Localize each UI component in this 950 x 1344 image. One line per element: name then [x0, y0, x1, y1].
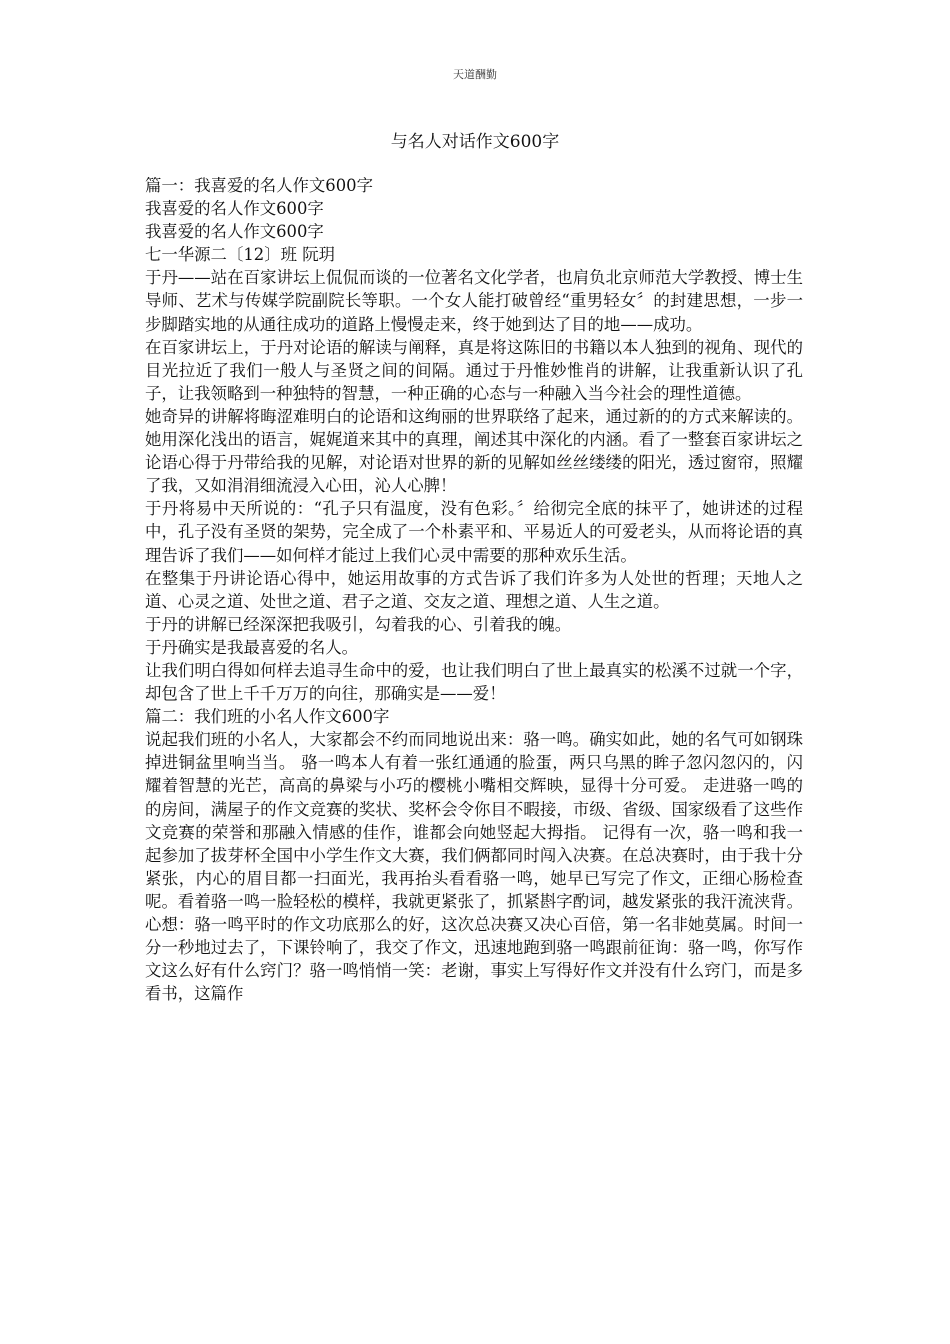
- paragraph: 于丹确实是我最喜爱的名人。: [145, 637, 359, 657]
- document-title: 与名人对话作文600字: [390, 132, 560, 152]
- paragraph: 说起我们班的小名人，大家都会不约而同地说出来：骆一鸣。确实如此，她的名气可如钢珠掉进铜盆里响当当。 骆一鸣本人有着一张红通通的脸蛋，两只乌黑的眸子忽闪忽闪的，闪耀着智慧的光芒，高高的鼻梁与小巧的樱桃小嘴相交辉映，显得十分可爱。 走进骆一鸣的的房间，满屋子的作文竞赛的奖状、奖杯会令你目不暇接，市级、省级、国家级看了这些作文竞赛的荣誉和那融入情感的佳作，谁都会向她竖起大拇指。 记得有一次，骆一鸣和我一起参加了拔芽杯全国中小学生作文大赛，我们俩都同时闯入决赛。在总决赛时，由于我十分紧张，内心的眉目都一扫面光，我再抬头看看骆一鸣，她早已写完了作文，正细心肠检查呢。看着骆一鸣一脸轻松的模样，我就更紧张了，抓紧斟字酌词，越发紧张的我汗流浃背。心想：骆一鸣平时的作文功底那么的好，这次总决赛又决心百倍，第一名非她莫属。时间一分一秒地过去了，下课铃响了，我交了作文，迅速地跑到骆一鸣跟前征询：骆一鸣，你写作文这么好有什么窍门？骆一鸣悄悄一笑：老谢，事实上写得好作文并没有什么窍门，而是多看书，这篇作: [145, 730, 803, 1004]
- paragraph: 让我们明白得如何样去追寻生命中的爱，也让我们明白了世上最真实的松溪不过就一个字，却包含了世上千千万万的向往，那确实是——爱！: [145, 660, 803, 704]
- document-body: [145, 174, 803, 1005]
- paragraph: 于丹将易中天所说的：“孔子只有温度，没有色彩。〞给彻完全底的抹平了，她讲述的过程中，孔子没有圣贤的架势，完全成了一个朴素平和、平易近人的可爱老头，从而将论语的真理告诉了我们——如何样才能过上我们心灵中需要的那种欢乐生活。: [145, 499, 803, 565]
- paragraph: 篇二：我们班的小名人作文600字: [145, 707, 390, 727]
- paragraph: 于丹——站在百家讲坛上侃侃而谈的一位著名文化学者，也肩负北京师范大学教授、博士生导师、艺术与传媒学院副院长等职。一个女人能打破曾经“重男轻女〞的封建思想，一步一步脚踏实地的从通往成功的道路上慢慢走来，终于她到达了目的地——成功。: [145, 268, 803, 334]
- paragraph: 她奇异的讲解将晦涩难明白的论语和这绚丽的世界联络了起来，通过新的的方式来解读的。她用深化浅出的语言，娓娓道来其中的真理，阐述其中深化的内涵。看了一整套百家讲坛之论语心得于丹带给我的见解，对论语对世界的新的见解如丝丝缕缕的阳光，透过窗帘，照耀了我，又如涓涓细流浸入心田，沁人心脾！: [145, 406, 803, 496]
- paragraph: 我喜爱的名人作文600字: [145, 199, 324, 219]
- paragraph: 我喜爱的名人作文600字: [145, 222, 324, 242]
- paragraph: 篇一：我喜爱的名人作文600字: [145, 176, 373, 195]
- paragraph: 于丹的讲解已经深深把我吸引，勾着我的心、引着我的魄。: [145, 614, 572, 634]
- paragraph: 在百家讲坛上，于丹对论语的解读与阐释，真是将这陈旧的书籍以本人独到的视角、现代的目光拉近了我们一般人与圣贤之间的间隔。通过于丹惟妙惟肖的讲解，让我重新认识了孔子，让我领略到一种独特的智慧，一种正确的心态与一种融入当今社会的理性道德。: [145, 337, 803, 403]
- paragraph: 七一华源二〔12〕班 阮玥: [145, 245, 335, 265]
- paragraph: 在整集于丹讲论语心得中，她运用故事的方式告诉了我们许多为人处世的哲理；天地人之道、心灵之道、处世之道、君子之道、交友之道、理想之道、人生之道。: [145, 568, 803, 611]
- page-header: 天道酬勤: [453, 68, 497, 81]
